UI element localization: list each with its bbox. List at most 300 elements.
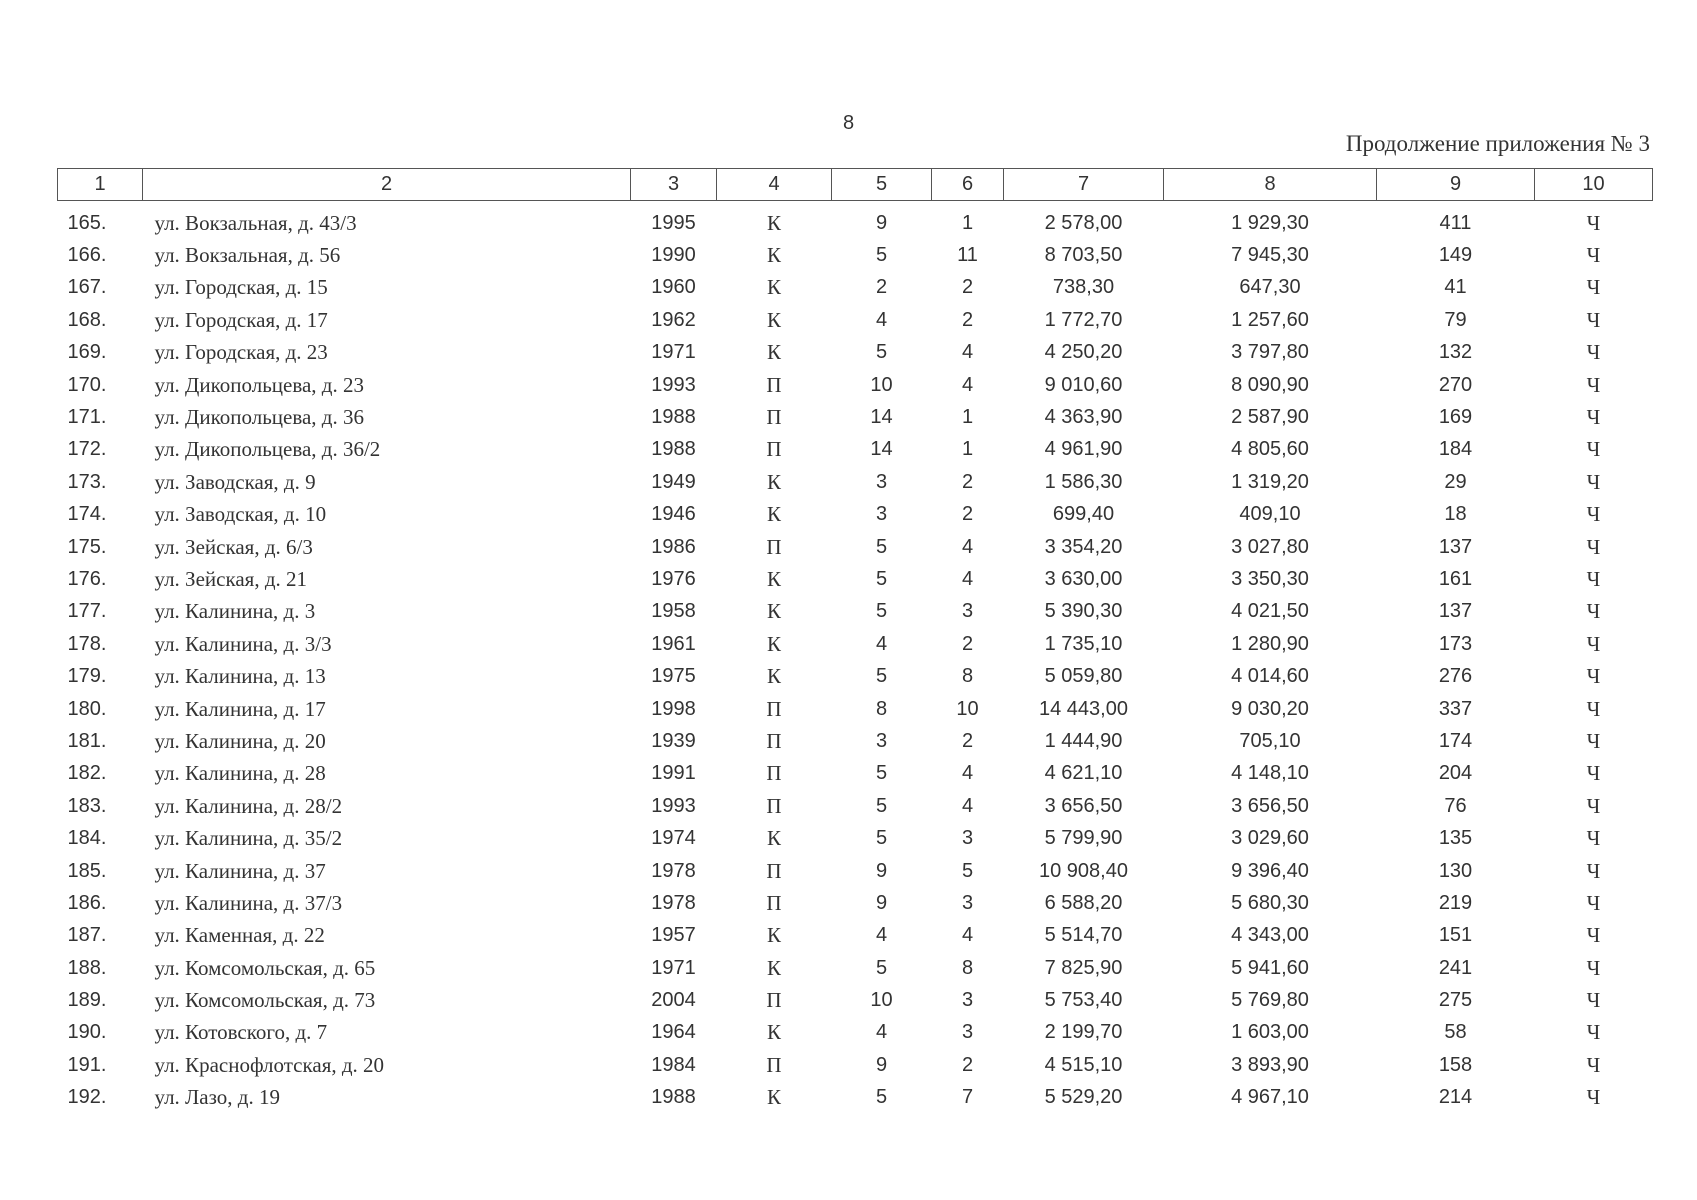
row-number-cell: 171.	[67, 406, 107, 429]
ownership-type-cell: Ч	[1586, 890, 1601, 915]
year-built-cell: 1964	[651, 1021, 696, 1044]
living-area-cell: 5 769,80	[1231, 989, 1309, 1012]
entrances-cell: 2	[961, 276, 974, 299]
residents-cell: 76	[1444, 794, 1467, 817]
residents-cell: 270	[1438, 373, 1473, 396]
entrances-cell: 2	[961, 503, 974, 526]
year-built-cell: 1978	[651, 859, 696, 882]
address-cell: ул. Городская, д. 15	[154, 275, 328, 300]
floors-cell: 10	[870, 373, 893, 396]
address-cell: ул. Комсомольская, д. 65	[154, 955, 376, 980]
ownership-type-cell: Ч	[1586, 307, 1601, 332]
year-built-cell: 1962	[651, 308, 696, 331]
table-row	[58, 207, 1653, 239]
row-number-cell: 173.	[67, 470, 107, 493]
year-built-cell: 1991	[651, 762, 696, 785]
entrances-cell: 3	[961, 600, 974, 623]
total-area-cell: 4 621,10	[1044, 762, 1123, 785]
row-number-cell: 192.	[67, 1086, 107, 1109]
wall-material-cell: К	[766, 1085, 781, 1110]
ownership-type-cell: Ч	[1586, 275, 1601, 300]
column-header: 2	[143, 169, 631, 201]
ownership-type-cell: Ч	[1586, 988, 1601, 1013]
row-number-cell: 174.	[67, 503, 107, 526]
address-cell: ул. Каменная, д. 22	[154, 923, 325, 948]
year-built-cell: 1993	[651, 794, 696, 817]
year-built-cell: 1998	[651, 697, 696, 720]
table-row	[58, 596, 1653, 628]
row-number-cell: 166.	[67, 244, 107, 267]
floors-cell: 5	[875, 794, 888, 817]
table-row	[58, 887, 1653, 919]
residents-cell: 275	[1438, 989, 1473, 1012]
floors-cell: 9	[875, 211, 888, 234]
table-row	[58, 758, 1653, 790]
column-header: 10	[1535, 169, 1653, 201]
header-row	[58, 169, 1653, 201]
row-number-cell: 191.	[67, 1053, 107, 1076]
address-cell: ул. Дикопольцева, д. 36/2	[154, 437, 381, 462]
residents-cell: 149	[1438, 244, 1473, 267]
year-built-cell: 1995	[651, 211, 696, 234]
residents-cell: 214	[1438, 1086, 1473, 1109]
total-area-cell: 4 250,20	[1044, 341, 1123, 364]
living-area-cell: 3 797,80	[1231, 341, 1309, 364]
floors-cell: 5	[875, 535, 888, 558]
row-number-cell: 188.	[67, 956, 107, 979]
address-cell: ул. Калинина, д. 17	[154, 696, 326, 721]
residents-cell: 130	[1438, 859, 1473, 882]
floors-cell: 9	[875, 1053, 888, 1076]
address-cell: ул. Калинина, д. 3	[154, 599, 316, 624]
entrances-cell: 1	[961, 438, 974, 461]
ownership-type-cell: Ч	[1586, 502, 1601, 527]
address-cell: ул. Калинина, д. 37/3	[154, 890, 343, 915]
table-row	[58, 369, 1653, 401]
residents-cell: 151	[1438, 924, 1473, 947]
residents-cell: 219	[1438, 891, 1473, 914]
living-area-cell: 4 805,60	[1231, 438, 1309, 461]
wall-material-cell: П	[766, 890, 782, 915]
address-cell: ул. Калинина, д. 20	[154, 728, 326, 753]
table-row	[58, 790, 1653, 822]
table-row	[58, 531, 1653, 563]
total-area-cell: 1 586,30	[1044, 470, 1123, 493]
row-number-cell: 183.	[67, 794, 107, 817]
residents-cell: 411	[1439, 211, 1472, 234]
residents-cell: 184	[1438, 438, 1473, 461]
floors-cell: 5	[875, 341, 888, 364]
living-area-cell: 1 929,30	[1231, 211, 1309, 234]
column-header: 6	[932, 169, 1004, 201]
living-area-cell: 3 027,80	[1231, 535, 1309, 558]
ownership-type-cell: Ч	[1586, 405, 1601, 430]
ownership-type-cell: Ч	[1586, 566, 1601, 591]
living-area-cell: 1 280,90	[1231, 632, 1309, 655]
living-area-cell: 9 396,40	[1231, 859, 1309, 882]
ownership-type-cell: Ч	[1586, 210, 1601, 235]
wall-material-cell: К	[766, 631, 781, 656]
table-row	[58, 304, 1653, 336]
row-number-cell: 167.	[67, 276, 107, 299]
ownership-type-cell: Ч	[1586, 923, 1601, 948]
living-area-cell: 3 350,30	[1231, 567, 1309, 590]
residents-cell: 276	[1438, 665, 1473, 688]
year-built-cell: 1990	[651, 244, 696, 267]
floors-cell: 5	[875, 956, 888, 979]
ownership-type-cell: Ч	[1586, 1020, 1601, 1045]
table-row	[58, 822, 1653, 854]
floors-cell: 5	[875, 600, 888, 623]
row-number-cell: 179.	[67, 665, 107, 688]
entrances-cell: 4	[961, 535, 974, 558]
total-area-cell: 3 354,20	[1044, 535, 1123, 558]
column-header: 7	[1004, 169, 1164, 201]
total-area-cell: 7 825,90	[1044, 956, 1123, 979]
entrances-cell: 3	[961, 891, 974, 914]
total-area-cell: 6 588,20	[1044, 891, 1123, 914]
table-row	[58, 855, 1653, 887]
address-cell: ул. Калинина, д. 13	[154, 664, 326, 689]
total-area-cell: 1 444,90	[1044, 729, 1123, 752]
year-built-cell: 1974	[651, 827, 696, 850]
entrances-cell: 2	[961, 729, 974, 752]
table-row	[58, 1017, 1653, 1049]
floors-cell: 14	[870, 438, 893, 461]
wall-material-cell: К	[766, 566, 781, 591]
column-header: 8	[1164, 169, 1377, 201]
wall-material-cell: П	[766, 696, 782, 721]
entrances-cell: 7	[961, 1086, 974, 1109]
address-cell: ул. Городская, д. 23	[154, 340, 328, 365]
year-built-cell: 1988	[651, 1086, 696, 1109]
year-built-cell: 1949	[651, 470, 696, 493]
year-built-cell: 1957	[651, 924, 696, 947]
living-area-cell: 409,10	[1239, 503, 1301, 526]
residents-cell: 58	[1444, 1021, 1467, 1044]
wall-material-cell: К	[766, 955, 781, 980]
ownership-type-cell: Ч	[1586, 955, 1601, 980]
address-cell: ул. Зейская, д. 21	[154, 566, 308, 591]
residents-cell: 174	[1438, 729, 1473, 752]
table-row	[58, 337, 1653, 369]
living-area-cell: 7 945,30	[1231, 244, 1309, 267]
living-area-cell: 4 148,10	[1231, 762, 1309, 785]
address-cell: ул. Зейская, д. 6/3	[154, 534, 313, 559]
floors-cell: 4	[875, 632, 888, 655]
table-row	[58, 434, 1653, 466]
ownership-type-cell: Ч	[1586, 437, 1601, 462]
ownership-type-cell: Ч	[1586, 469, 1601, 494]
wall-material-cell: К	[766, 275, 781, 300]
ownership-type-cell: Ч	[1586, 243, 1601, 268]
wall-material-cell: К	[766, 826, 781, 851]
total-area-cell: 2 578,00	[1044, 211, 1123, 234]
wall-material-cell: К	[766, 502, 781, 527]
total-area-cell: 4 515,10	[1044, 1053, 1123, 1076]
total-area-cell: 4 961,90	[1044, 438, 1123, 461]
ownership-type-cell: Ч	[1586, 1085, 1601, 1110]
total-area-cell: 8 703,50	[1044, 244, 1123, 267]
row-number-cell: 168.	[67, 308, 107, 331]
entrances-cell: 4	[961, 924, 974, 947]
wall-material-cell: К	[766, 307, 781, 332]
row-number-cell: 187.	[67, 924, 107, 947]
wall-material-cell: К	[766, 469, 781, 494]
residents-cell: 79	[1444, 308, 1467, 331]
wall-material-cell: П	[766, 1052, 782, 1077]
total-area-cell: 5 059,80	[1044, 665, 1123, 688]
year-built-cell: 1971	[651, 341, 696, 364]
year-built-cell: 1960	[651, 276, 696, 299]
address-cell: ул. Калинина, д. 28/2	[154, 793, 343, 818]
address-cell: ул. Калинина, д. 35/2	[154, 826, 343, 851]
ownership-type-cell: Ч	[1586, 664, 1601, 689]
row-number-cell: 170.	[67, 373, 107, 396]
wall-material-cell: П	[766, 988, 782, 1013]
living-area-cell: 1 257,60	[1231, 308, 1309, 331]
year-built-cell: 1946	[651, 503, 696, 526]
entrances-cell: 8	[961, 665, 974, 688]
year-built-cell: 1986	[651, 535, 696, 558]
ownership-type-cell: Ч	[1586, 1052, 1601, 1077]
column-header: 3	[631, 169, 717, 201]
table-row	[58, 499, 1653, 531]
table-row	[58, 466, 1653, 498]
continuation-caption: Продолжение приложения № 3	[1345, 131, 1650, 156]
floors-cell: 5	[875, 1086, 888, 1109]
table-row	[58, 239, 1653, 271]
row-number-cell: 172.	[67, 438, 107, 461]
entrances-cell: 5	[961, 859, 974, 882]
living-area-cell: 8 090,90	[1231, 373, 1309, 396]
table-row	[58, 952, 1653, 984]
living-area-cell: 4 014,60	[1231, 665, 1309, 688]
row-number-cell: 177.	[67, 600, 107, 623]
floors-cell: 4	[875, 1021, 888, 1044]
wall-material-cell: П	[766, 761, 782, 786]
living-area-cell: 1 319,20	[1231, 470, 1309, 493]
floors-cell: 5	[875, 762, 888, 785]
wall-material-cell: П	[766, 858, 782, 883]
page-number: 8	[842, 112, 855, 134]
wall-material-cell: К	[766, 599, 781, 624]
total-area-cell: 699,40	[1052, 503, 1115, 526]
address-cell: ул. Вокзальная, д. 56	[154, 243, 341, 268]
table-row	[58, 563, 1653, 595]
living-area-cell: 4 967,10	[1231, 1086, 1309, 1109]
year-built-cell: 2004	[651, 989, 696, 1012]
row-number-cell: 185.	[67, 859, 107, 882]
row-number-cell: 175.	[67, 535, 107, 558]
floors-cell: 5	[875, 665, 888, 688]
row-number-cell: 189.	[67, 989, 107, 1012]
ownership-type-cell: Ч	[1586, 761, 1601, 786]
table-row	[58, 628, 1653, 660]
table-body	[58, 201, 1653, 1114]
entrances-cell: 2	[961, 632, 974, 655]
entrances-cell: 1	[961, 211, 974, 234]
year-built-cell: 1939	[651, 729, 696, 752]
entrances-cell: 3	[961, 989, 974, 1012]
total-area-cell: 4 363,90	[1044, 406, 1123, 429]
table-row	[58, 693, 1653, 725]
entrances-cell: 2	[961, 1053, 974, 1076]
year-built-cell: 1978	[651, 891, 696, 914]
column-header: 4	[717, 169, 832, 201]
wall-material-cell: К	[766, 664, 781, 689]
floors-cell: 3	[875, 729, 888, 752]
living-area-cell: 4 021,50	[1231, 600, 1309, 623]
wall-material-cell: П	[766, 728, 782, 753]
address-cell: ул. Комсомольская, д. 73	[154, 988, 376, 1013]
address-cell: ул. Калинина, д. 37	[154, 858, 326, 883]
total-area-cell: 5 529,20	[1044, 1086, 1123, 1109]
table-row	[58, 984, 1653, 1016]
row-number-cell: 180.	[67, 697, 107, 720]
address-cell: ул. Дикопольцева, д. 23	[154, 372, 364, 397]
total-area-cell: 5 390,30	[1044, 600, 1123, 623]
table-row	[58, 1049, 1653, 1081]
entrances-cell: 4	[961, 762, 974, 785]
row-number-cell: 176.	[67, 567, 107, 590]
floors-cell: 5	[875, 244, 888, 267]
residents-cell: 161	[1438, 567, 1473, 590]
floors-cell: 4	[875, 308, 888, 331]
floors-cell: 5	[875, 827, 888, 850]
residents-cell: 18	[1444, 503, 1467, 526]
ownership-type-cell: Ч	[1586, 826, 1601, 851]
floors-cell: 3	[875, 503, 888, 526]
wall-material-cell: П	[766, 793, 782, 818]
entrances-cell: 4	[961, 341, 974, 364]
address-cell: ул. Котовского, д. 7	[154, 1020, 328, 1045]
residents-cell: 135	[1438, 827, 1473, 850]
ownership-type-cell: Ч	[1586, 858, 1601, 883]
entrances-cell: 10	[956, 697, 979, 720]
row-number-cell: 184.	[67, 827, 107, 850]
column-header: 1	[58, 169, 143, 201]
residents-cell: 337	[1438, 697, 1473, 720]
entrances-cell: 3	[961, 827, 974, 850]
floors-cell: 9	[875, 859, 888, 882]
ownership-type-cell: Ч	[1586, 696, 1601, 721]
residents-cell: 132	[1438, 341, 1473, 364]
wall-material-cell: П	[766, 534, 782, 559]
living-area-cell: 5 680,30	[1231, 891, 1309, 914]
wall-material-cell: П	[766, 437, 782, 462]
ownership-type-cell: Ч	[1586, 728, 1601, 753]
year-built-cell: 1975	[651, 665, 696, 688]
ownership-type-cell: Ч	[1586, 631, 1601, 656]
wall-material-cell: П	[766, 372, 782, 397]
ownership-type-cell: Ч	[1586, 372, 1601, 397]
entrances-cell: 8	[961, 956, 974, 979]
row-number-cell: 178.	[67, 632, 107, 655]
row-number-cell: 165.	[67, 211, 107, 234]
table-row	[58, 401, 1653, 433]
address-cell: ул. Вокзальная, д. 43/3	[154, 210, 357, 235]
year-built-cell: 1958	[651, 600, 696, 623]
total-area-cell: 738,30	[1052, 276, 1115, 299]
living-area-cell: 3 029,60	[1231, 827, 1309, 850]
entrances-cell: 2	[961, 470, 974, 493]
total-area-cell: 14 443,00	[1039, 697, 1128, 720]
living-area-cell: 4 343,00	[1231, 924, 1309, 947]
residents-cell: 137	[1438, 600, 1473, 623]
address-cell: ул. Лазо, д. 19	[154, 1085, 280, 1110]
entrances-cell: 2	[961, 308, 974, 331]
wall-material-cell: К	[766, 210, 781, 235]
total-area-cell: 3 656,50	[1044, 794, 1123, 817]
residents-cell: 241	[1438, 956, 1473, 979]
year-built-cell: 1993	[651, 373, 696, 396]
total-area-cell: 1 735,10	[1044, 632, 1123, 655]
year-built-cell: 1961	[651, 632, 696, 655]
year-built-cell: 1988	[651, 406, 696, 429]
total-area-cell: 3 630,00	[1044, 567, 1123, 590]
wall-material-cell: К	[766, 243, 781, 268]
living-area-cell: 705,10	[1239, 729, 1301, 752]
total-area-cell: 2 199,70	[1044, 1021, 1123, 1044]
total-area-cell: 9 010,60	[1044, 373, 1123, 396]
entrances-cell: 3	[961, 1021, 974, 1044]
table-row	[58, 1082, 1653, 1114]
row-number-cell: 190.	[67, 1021, 107, 1044]
column-header: 5	[832, 169, 932, 201]
living-area-cell: 5 941,60	[1231, 956, 1309, 979]
ownership-type-cell: Ч	[1586, 599, 1601, 624]
table-row	[58, 272, 1653, 304]
floors-cell: 2	[875, 276, 888, 299]
floors-cell: 5	[875, 567, 888, 590]
floors-cell: 9	[875, 891, 888, 914]
table-row	[58, 725, 1653, 757]
floors-cell: 4	[875, 924, 888, 947]
table-row	[58, 920, 1653, 952]
total-area-cell: 1 772,70	[1044, 308, 1123, 331]
total-area-cell: 5 514,70	[1044, 924, 1123, 947]
address-cell: ул. Заводская, д. 9	[154, 469, 316, 494]
floors-cell: 14	[870, 406, 893, 429]
address-cell: ул. Городская, д. 17	[154, 307, 328, 332]
total-area-cell: 5 799,90	[1044, 827, 1123, 850]
residents-cell: 41	[1444, 276, 1467, 299]
floors-cell: 8	[875, 697, 888, 720]
ownership-type-cell: Ч	[1586, 340, 1601, 365]
column-header: 9	[1377, 169, 1535, 201]
total-area-cell: 10 908,40	[1039, 859, 1128, 882]
residents-cell: 169	[1438, 406, 1473, 429]
living-area-cell: 3 893,90	[1231, 1053, 1309, 1076]
residents-cell: 173	[1438, 632, 1473, 655]
row-number-cell: 169.	[67, 341, 107, 364]
row-number-cell: 181.	[67, 729, 107, 752]
address-cell: ул. Калинина, д. 28	[154, 761, 326, 786]
year-built-cell: 1976	[651, 567, 696, 590]
row-number-cell: 182.	[67, 762, 107, 785]
year-built-cell: 1984	[651, 1053, 696, 1076]
floors-cell: 3	[875, 470, 888, 493]
residents-cell: 204	[1438, 762, 1473, 785]
living-area-cell: 647,30	[1239, 276, 1301, 299]
wall-material-cell: К	[766, 1020, 781, 1045]
living-area-cell: 9 030,20	[1231, 697, 1309, 720]
floors-cell: 10	[870, 989, 893, 1012]
entrances-cell: 1	[961, 406, 974, 429]
entrances-cell: 4	[961, 794, 974, 817]
living-area-cell: 1 603,00	[1231, 1021, 1309, 1044]
